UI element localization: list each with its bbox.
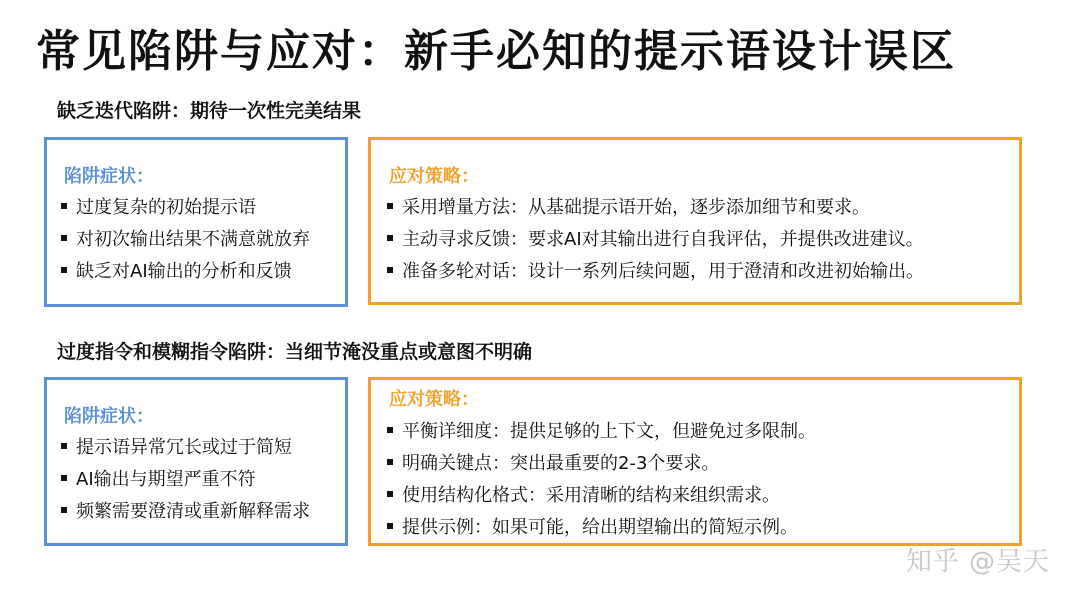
bullet-icon [387, 267, 393, 273]
bullet-icon [387, 523, 393, 529]
bullet-icon [61, 507, 67, 513]
bullet-icon [387, 459, 393, 465]
strategy-box-iteration [368, 137, 1022, 305]
list-item: 频繁需要澄清或重新解释需求 [61, 496, 310, 528]
bullet-icon [61, 235, 67, 241]
list-item: 对初次输出结果不满意就放弃 [61, 224, 310, 256]
symptom-box-instruction [44, 377, 348, 546]
list-item: 过度复杂的初始提示语 [61, 192, 310, 224]
list-item: 提示语异常冗长或过于简短 [61, 432, 310, 464]
bullet-icon [61, 267, 67, 273]
bullet-icon [387, 235, 393, 241]
symptom-list [61, 432, 310, 528]
list-item: 采用增量方法：从基础提示语开始，逐步添加细节和要求。 [387, 192, 924, 224]
symptom-box-iteration [44, 137, 348, 307]
bullet-icon [61, 443, 67, 449]
strategy-box-instruction [368, 377, 1022, 546]
bullet-icon [61, 203, 67, 209]
strategy-label: 应对策略： [389, 389, 479, 410]
list-item: 主动寻求反馈：要求AI对其输出进行自我评估，并提供改进建议。 [387, 224, 924, 256]
strategy-label: 应对策略： [389, 166, 479, 187]
list-item: 平衡详细度：提供足够的上下文，但避免过多限制。 [387, 416, 816, 448]
list-item: AI输出与期望严重不符 [61, 464, 310, 496]
bullet-icon [387, 427, 393, 433]
list-item: 准备多轮对话：设计一系列后续问题，用于澄清和改进初始输出。 [387, 256, 924, 288]
page-title: 常见陷阱与应对：新手必知的提示语设计误区 [36, 26, 956, 77]
strategy-list [387, 416, 816, 544]
symptom-label: 陷阱症状： [64, 166, 154, 187]
list-item: 提供示例：如果可能，给出期望输出的简短示例。 [387, 512, 816, 544]
symptom-label: 陷阱症状： [64, 406, 154, 427]
list-item: 使用结构化格式：采用清晰的结构来组织需求。 [387, 480, 816, 512]
section-heading-iteration: 缺乏迭代陷阱：期待一次性完美结果 [57, 100, 362, 122]
bullet-icon [387, 491, 393, 497]
symptom-list [61, 192, 310, 288]
bullet-icon [61, 475, 67, 481]
section-heading-instruction: 过度指令和模糊指令陷阱：当细节淹没重点或意图不明确 [57, 341, 533, 363]
bullet-icon [387, 203, 393, 209]
list-item: 明确关键点：突出最重要的2-3个要求。 [387, 448, 816, 480]
watermark: 知乎 @吴天 [905, 547, 1050, 577]
strategy-list [387, 192, 924, 288]
list-item: 缺乏对AI输出的分析和反馈 [61, 256, 310, 288]
